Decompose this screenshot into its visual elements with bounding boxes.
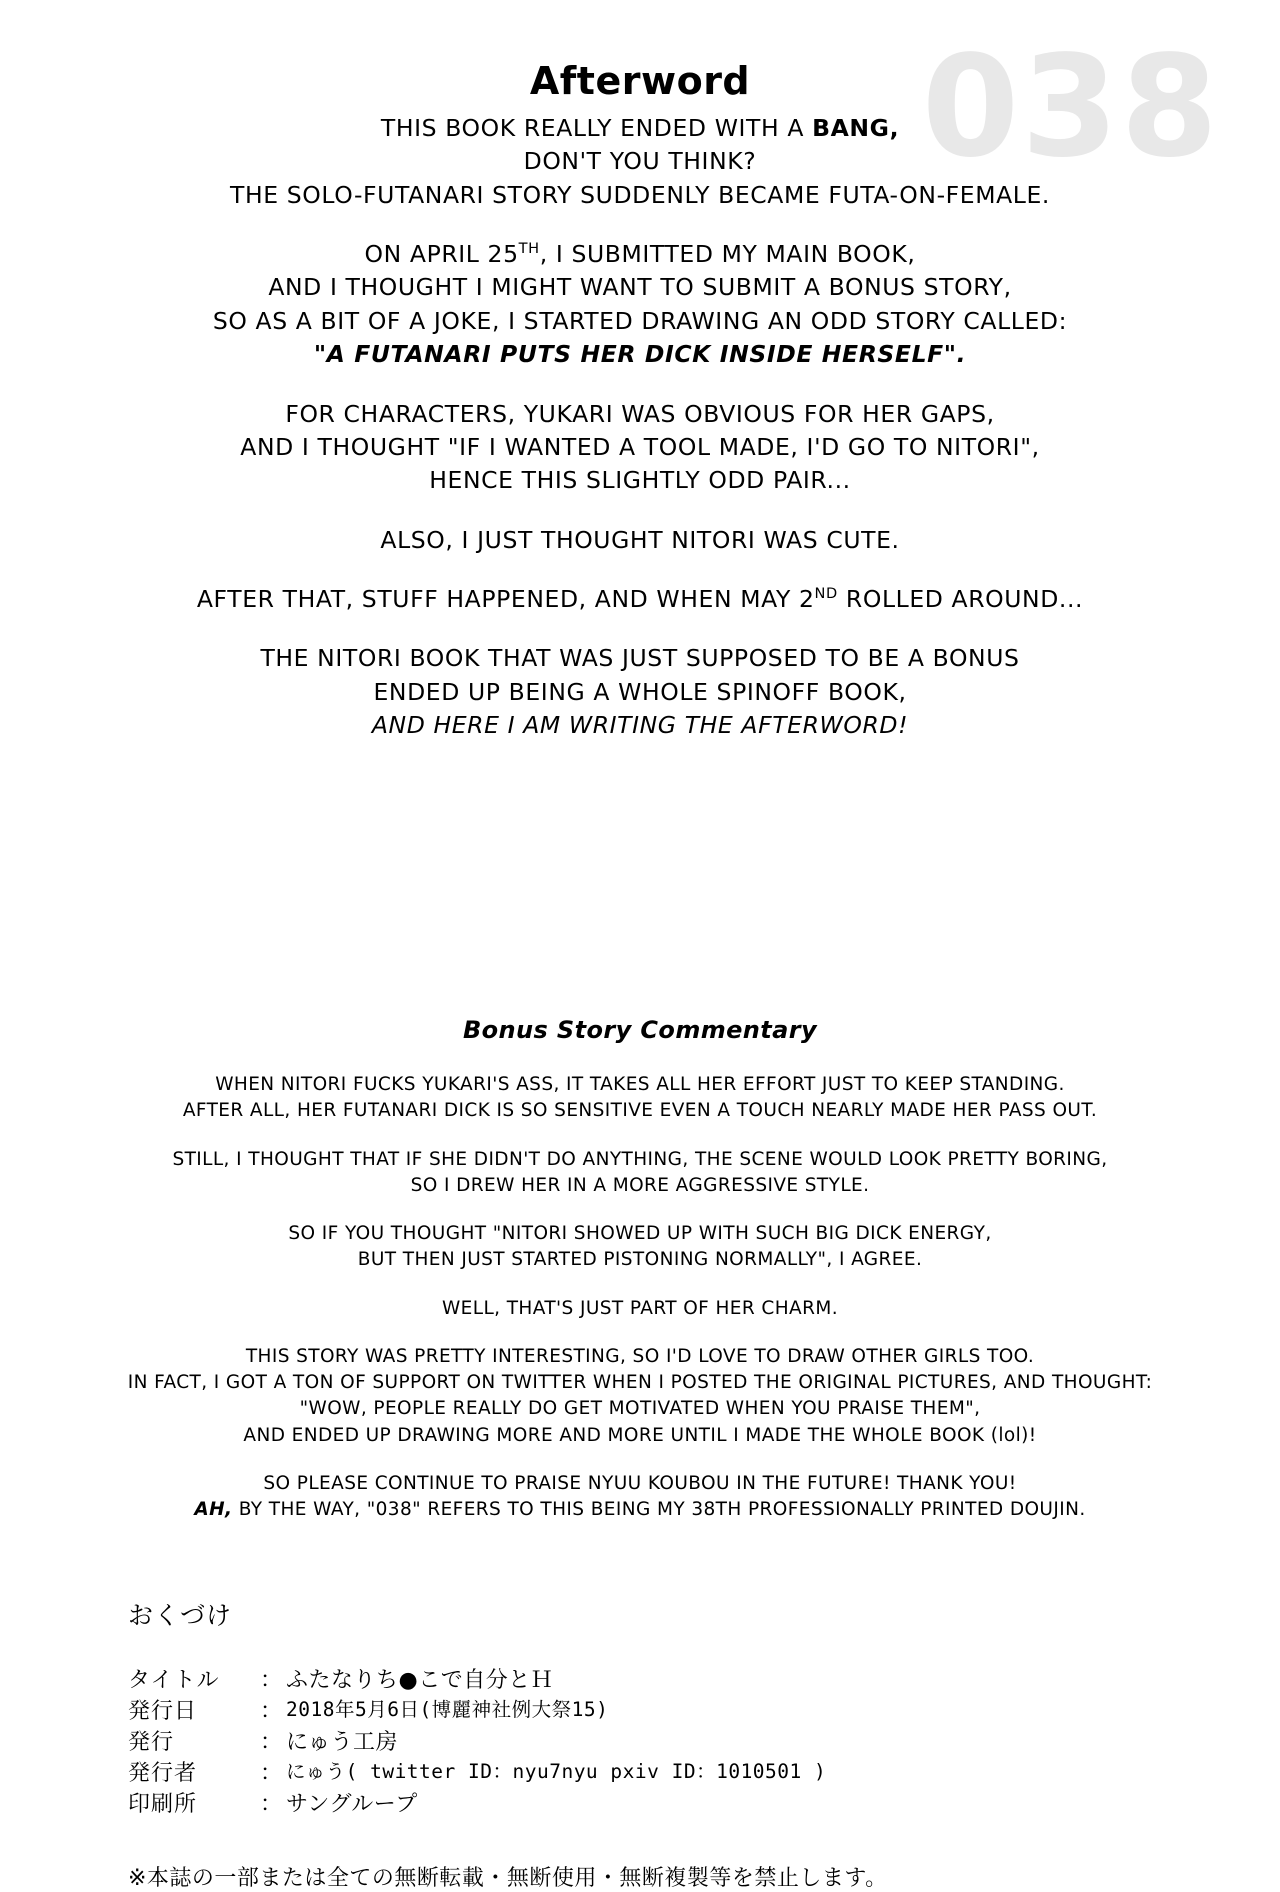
paragraph <box>0 524 1280 557</box>
text-segment: SO PLEASE CONTINUE TO PRAISE NYUU KOUBOU IN THE FUTURE! THANK YOU! <box>263 1472 1017 1494</box>
text-line <box>0 112 1280 145</box>
text-line <box>0 145 1280 178</box>
text-segment: AFTER ALL, HER FUTANARI DICK IS SO SENSITIVE EVEN A TOUCH NEARLY MADE HER PASS OUT. <box>182 1100 1098 1122</box>
text-segment: ND <box>814 585 838 603</box>
colophon-row <box>128 1728 826 1759</box>
colophon-row-value: にゅう工房 <box>286 1730 399 1756</box>
text-line <box>0 676 1280 709</box>
text-line <box>0 398 1280 431</box>
text-segment: AFTER THAT, STUFF HAPPENED, AND WHEN MAY 2 <box>196 584 815 613</box>
text-line <box>0 1072 1280 1098</box>
text-line <box>0 1471 1280 1497</box>
colophon-row-separator: ： <box>260 1761 283 1787</box>
text-segment: AND ENDED UP DRAWING MORE AND MORE UNTIL I MADE THE WHOLE BOOK (lol)! <box>243 1424 1037 1446</box>
colophon-row-label: 印刷所 <box>128 1792 198 1818</box>
text-line <box>0 238 1280 271</box>
text-segment: AND I THOUGHT I MIGHT WANT TO SUBMIT A BONUS STORY, <box>268 273 1012 302</box>
text-segment: BY THE WAY, "038" REFERS TO THIS BEING MY 38TH PROFESSIONALLY PRINTED DOUJIN. <box>232 1499 1086 1521</box>
text-segment: ALSO, I JUST THOUGHT NITORI WAS CUTE. <box>380 525 900 554</box>
text-segment: THIS STORY WAS PRETTY INTERESTING, SO I'D LOVE TO DRAW OTHER GIRLS TOO. <box>245 1345 1035 1367</box>
text-segment: "WOW, PEOPLE REALLY DO GET MOTIVATED WHEN YOU PRAISE THEM", <box>299 1398 981 1420</box>
text-line <box>0 709 1280 742</box>
colophon-row <box>128 1790 826 1821</box>
bonus-commentary-body <box>0 1072 1280 1545</box>
text-line <box>0 464 1280 497</box>
colophon-row-separator: ： <box>260 1730 283 1756</box>
colophon-row-label: 発行者 <box>128 1761 198 1787</box>
text-line <box>0 583 1280 616</box>
colophon-row <box>128 1759 826 1790</box>
paragraph <box>0 112 1280 212</box>
colophon-row-value: サングループ <box>286 1792 418 1818</box>
text-segment: SO I DREW HER IN A MORE AGGRESSIVE STYLE. <box>410 1174 870 1196</box>
text-segment: THE SOLO-FUTANARI STORY SUDDENLY BECAME FUTA-ON-FEMALE. <box>230 180 1050 209</box>
colophon-heading: おくづけ <box>128 1601 233 1630</box>
text-line <box>0 1497 1280 1523</box>
text-segment: WELL, THAT'S JUST PART OF HER CHARM. <box>441 1297 839 1319</box>
text-segment: BUT THEN JUST STARTED PISTONING NORMALLY", I AGREE. <box>357 1249 923 1271</box>
paragraph <box>0 1221 1280 1274</box>
text-line <box>0 179 1280 212</box>
colophon-row-label: 発行 <box>128 1730 175 1756</box>
text-segment: HENCE THIS SLIGHTLY ODD PAIR... <box>429 466 851 495</box>
colophon-row-separator: ： <box>260 1699 283 1725</box>
text-segment: THE NITORI BOOK THAT WAS JUST SUPPOSED TO BE A BONUS <box>260 644 1020 673</box>
paragraph <box>0 398 1280 498</box>
colophon-row-separator: ： <box>260 1792 283 1818</box>
text-segment: ENDED UP BEING A WHOLE SPINOFF BOOK, <box>373 677 907 706</box>
text-line <box>0 338 1280 371</box>
text-line <box>0 1173 1280 1199</box>
copyright-notice: ※本誌の一部または全ての無断転載・無断使用・無断複製等を禁止します。 <box>128 1866 888 1892</box>
text-line <box>0 1423 1280 1449</box>
colophon-row-label: 発行日 <box>128 1699 198 1725</box>
text-line <box>0 1396 1280 1422</box>
text-line <box>0 305 1280 338</box>
text-line <box>0 524 1280 557</box>
text-segment: ROLLED AROUND... <box>837 584 1084 613</box>
text-segment: TH <box>518 240 540 258</box>
paragraph <box>0 583 1280 616</box>
paragraph <box>0 238 1280 371</box>
text-segment: AND HERE I AM WRITING THE AFTERWORD! <box>371 711 909 740</box>
text-segment: FOR CHARACTERS, YUKARI WAS OBVIOUS FOR HER GAPS, <box>285 399 995 428</box>
text-segment: DON'T YOU THINK? <box>523 147 757 176</box>
text-line <box>0 1221 1280 1247</box>
paragraph <box>0 1471 1280 1524</box>
text-line <box>0 1344 1280 1370</box>
colophon <box>128 1596 1178 1892</box>
text-segment: SO IF YOU THOUGHT "NITORI SHOWED UP WITH SUCH BIG DICK ENERGY, <box>288 1223 992 1245</box>
text-segment: THIS BOOK REALLY ENDED WITH A <box>380 114 813 142</box>
colophon-row <box>128 1666 826 1697</box>
colophon-row-value: ふたなりち●こで自分とＨ <box>286 1668 554 1693</box>
text-segment: ON APRIL 25 <box>364 240 519 269</box>
text-segment: , I SUBMITTED MY MAIN BOOK, <box>539 240 916 269</box>
text-segment: WHEN NITORI FUCKS YUKARI'S ASS, IT TAKES ALL HER EFFORT JUST TO KEEP STANDING. <box>215 1074 1065 1095</box>
text-segment: AH, <box>194 1499 233 1521</box>
text-segment: STILL, I THOUGHT THAT IF SHE DIDN'T DO ANYTHING, THE SCENE WOULD LOOK PRETTY BORING, <box>172 1148 1108 1170</box>
text-segment: IN FACT, I GOT A TON OF SUPPORT ON TWITTER WHEN I POSTED THE ORIGINAL PICTURES, AND THOUGHT: <box>127 1372 1153 1394</box>
colophon-table <box>128 1666 826 1821</box>
text-segment: "A FUTANARI PUTS HER DICK INSIDE HERSELF". <box>313 340 967 369</box>
text-segment: AND I THOUGHT "IF I WANTED A TOOL MADE, I'D GO TO NITORI", <box>240 432 1040 461</box>
colophon-row-label: タイトル <box>128 1668 220 1693</box>
text-line <box>0 1296 1280 1322</box>
colophon-row-value: 2018年5月6日(博麗神社例大祭15) <box>286 1698 609 1722</box>
paragraph <box>0 1072 1280 1125</box>
colophon-row-value: にゅう( twitter ID：nyu7nyu pxiv ID：1010501 ) <box>286 1760 827 1784</box>
paragraph <box>0 1344 1280 1449</box>
text-line <box>0 1147 1280 1173</box>
colophon-row-separator: ： <box>260 1668 283 1693</box>
text-line <box>0 1098 1280 1124</box>
paragraph <box>0 1296 1280 1322</box>
colophon-table-body <box>128 1666 826 1821</box>
bonus-commentary-heading: Bonus Story Commentary <box>462 1016 818 1044</box>
text-line <box>0 431 1280 464</box>
page-title: Afterword <box>529 59 751 104</box>
text-segment: SO AS A BIT OF A JOKE, I STARTED DRAWING AN ODD STORY CALLED: <box>212 306 1068 335</box>
paragraph <box>0 1147 1280 1200</box>
page-number-watermark: 038 <box>921 26 1220 189</box>
afterword-body <box>0 112 1280 768</box>
text-segment: BANG, <box>812 114 900 142</box>
colophon-row <box>128 1697 826 1728</box>
text-line <box>0 642 1280 675</box>
paragraph <box>0 642 1280 742</box>
text-line <box>0 271 1280 304</box>
text-line <box>0 1370 1280 1396</box>
text-line <box>0 1247 1280 1273</box>
